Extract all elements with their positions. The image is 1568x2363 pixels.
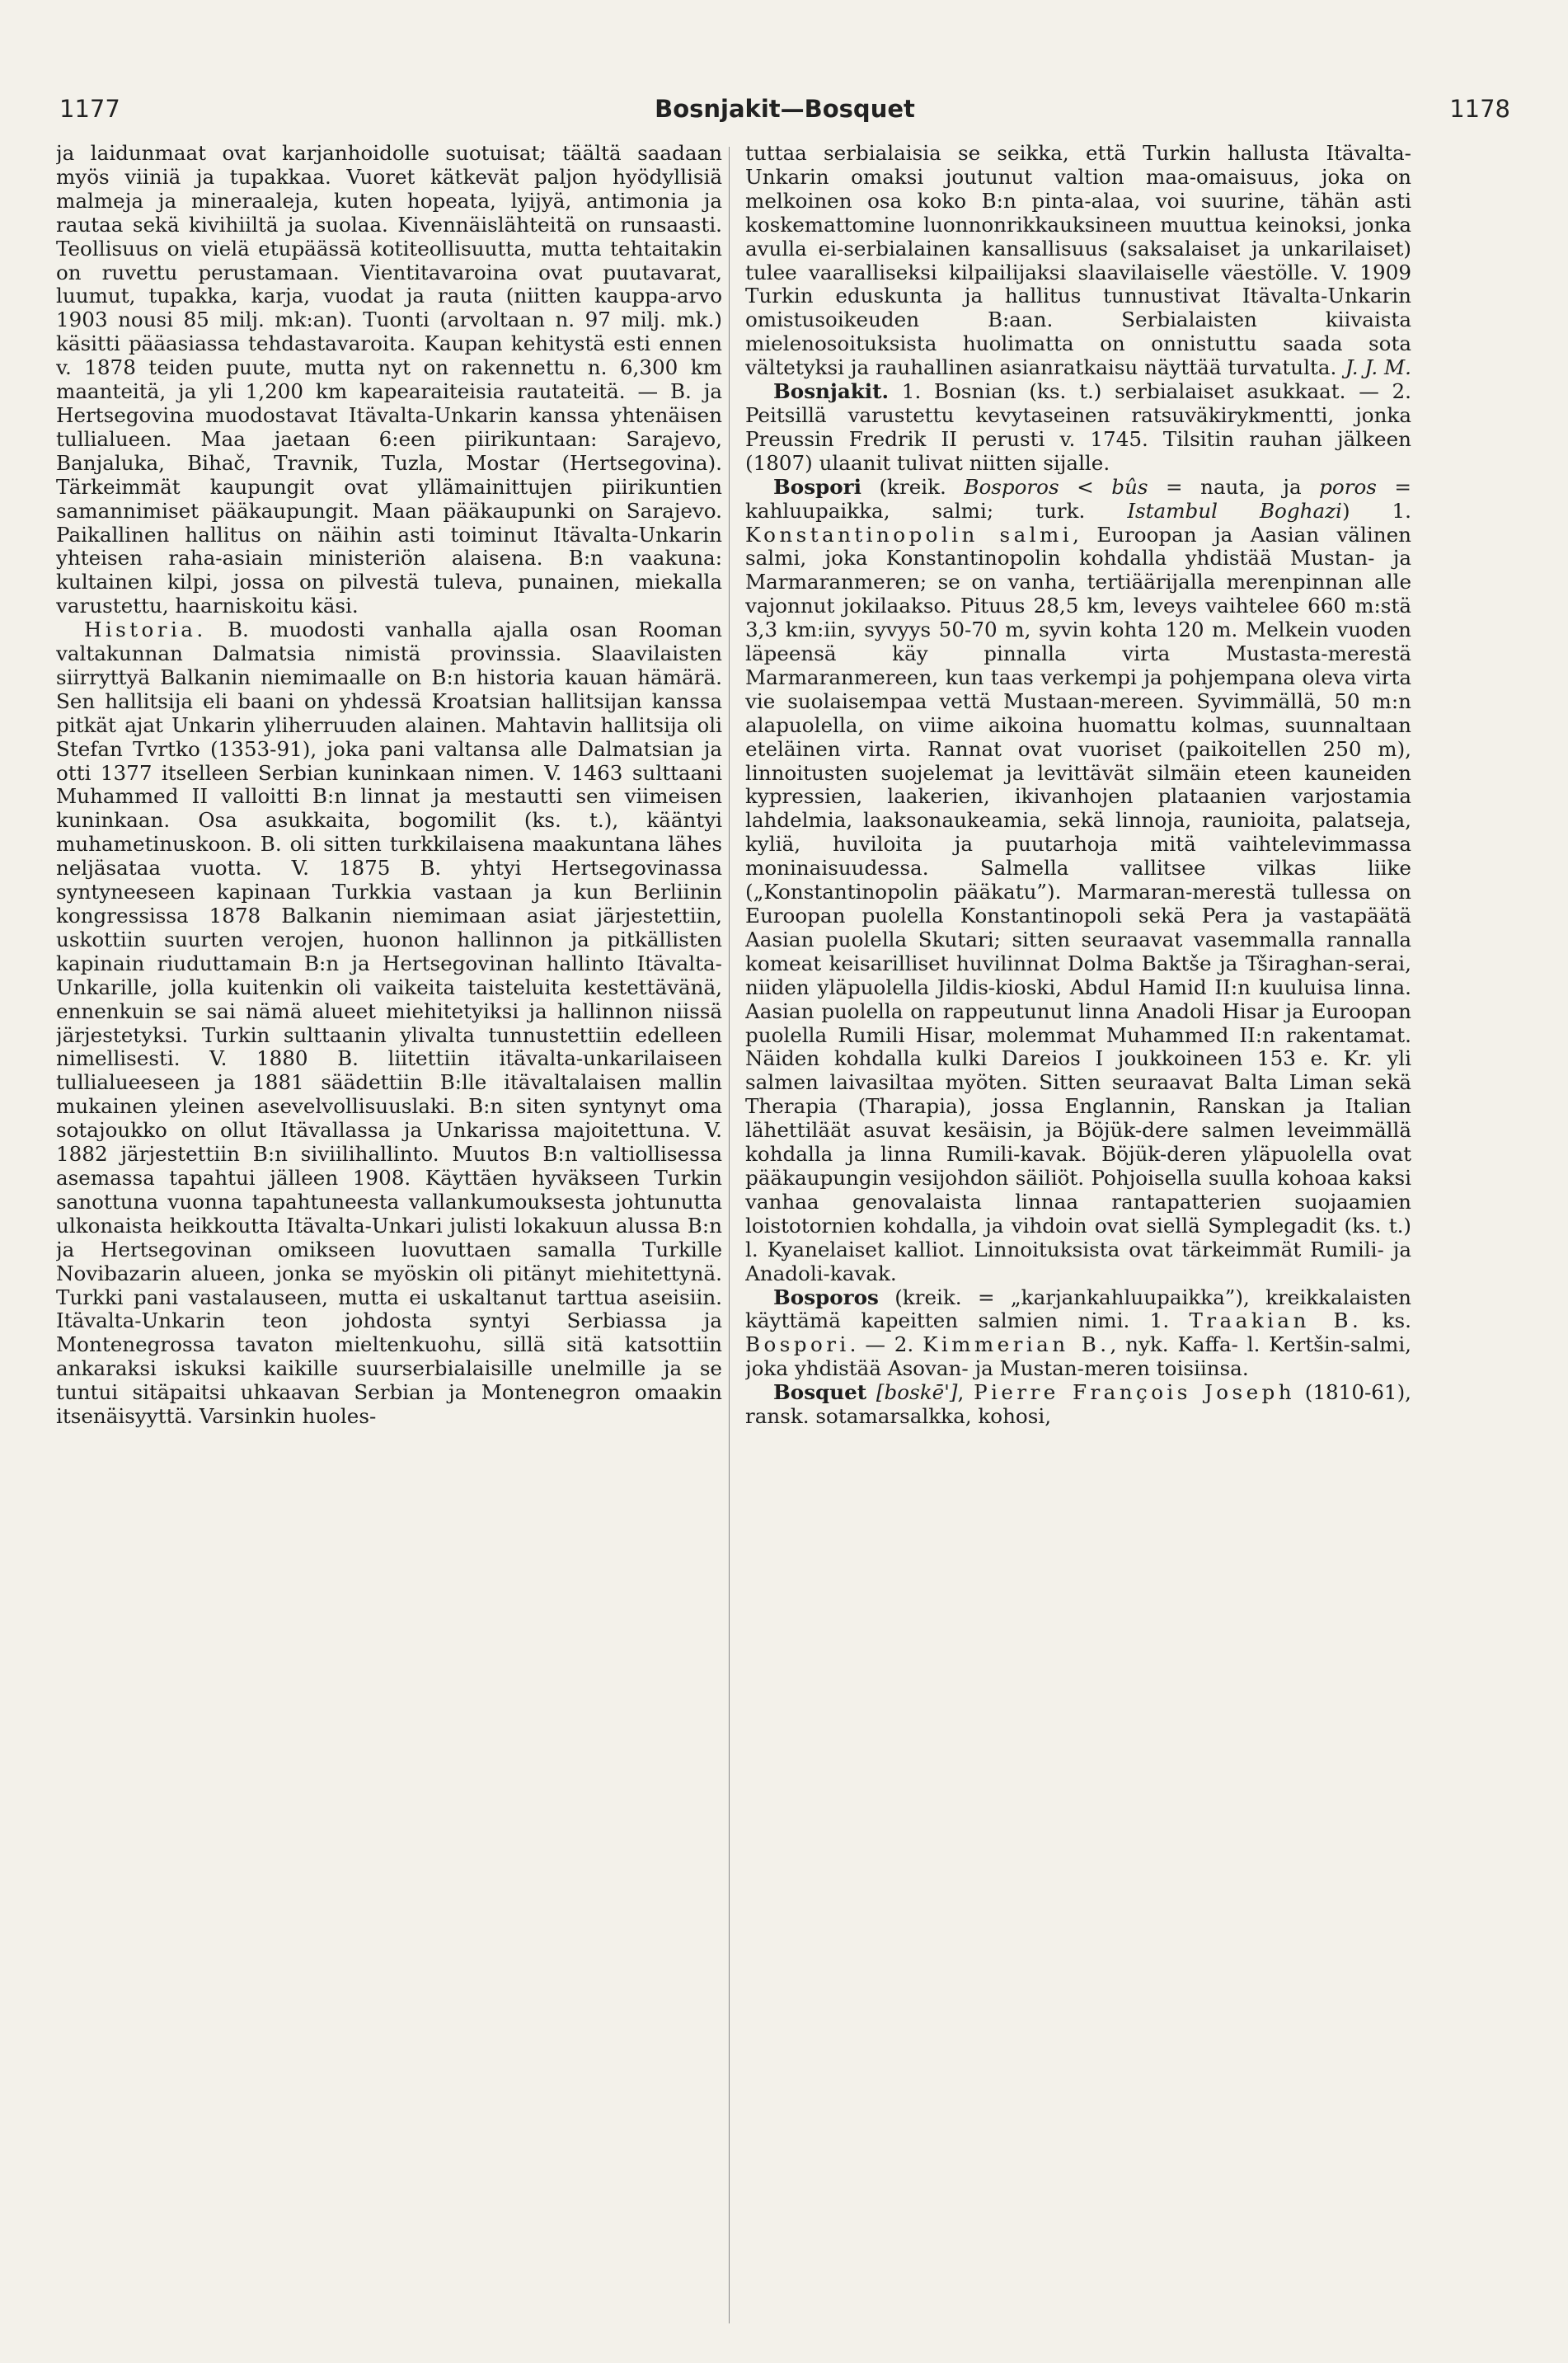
bospori-term-bus: bûs — [1111, 474, 1148, 499]
entry-bosnjakit — [745, 380, 1411, 476]
bospori-term-istambul: Istambul Boghazi — [1127, 498, 1342, 523]
article-bosnia-history — [56, 618, 722, 1429]
page-header — [59, 92, 1510, 125]
author-signature: J. J. M. — [1345, 355, 1411, 380]
bospori-text-g: = kahluupaikka, salmi; turk. — [745, 474, 1411, 523]
right-column — [745, 142, 1411, 2335]
bosporos-text-g: , nyk. Kaffa- l. Kertšin-salmi, joka yhdistää Asovan- ja Mustan-meren toisiinsa. — [745, 1332, 1411, 1381]
bosporos-text-e: . — 2. — [849, 1332, 923, 1357]
bosquet-text-a — [866, 1380, 876, 1404]
bospori-text-a: (kreik. — [861, 474, 965, 499]
page-number-left: 1177 — [59, 95, 120, 123]
headword-bospori: Bospori — [773, 474, 861, 499]
bosquet-text-c: , — [957, 1380, 974, 1405]
bosporos-text-a: (kreik. = „karjankahluupaikka”), kreikkalaisten käyttämä kapeitten salmien nimi. 1. — [745, 1285, 1411, 1333]
section-heading-history: Historia. — [84, 618, 207, 642]
article-bosnia-economy: ja laidunmaat ovat karjanhoidolle suotuisat; täältä saadaan myös viiniä ja tupakkaa. Vuoret kätkevät paljon hyödyllisiä malmeja ja mineraaleja, kuten hopeata, lyijyä, antimonia ja rautaa sekä kivihiiltä ja suolaa. Kivennäislähteitä on runsaasti. Teollisuus on vielä etupäässä kotiteollisuutta, mutta tehtaitakin on ruvettu perustamaan. Vientitavaroina ovat puutavarat, luumut, tupakka, karja, vuodat ja rauta (niitten kauppa-arvo 1903 nousi 85 milj. mk:an). Tuonti (arvoltaan n. 97 milj. mk.) käsitti pääasiassa tehdastavaroita. Kaupan kehitystä esti ennen v. 1878 teiden puute, mutta nyt on rakennettu n. 6,300 km maanteitä, ja yli 1,200 km kapearaiteisia rautateitä. — B. ja Hertsegovina muodostavat Itävalta-Unkarin kanssa yhtenäisen tullialueen. Maa jaetaan 6:een piirikuntaan: Sarajevo, Banjaluka, Bihač, Travnik, Tuzla, Mostar (Hertsegovina). Tärkeimmät kaupungit ovat yllämainittujen piirikuntien samannimiset pääkaupungit. Maan pääkaupunki on Sarajevo. Paikallinen hallitus on näihin asti toiminut Itävalta-Unkarin yhteisen raha-asiain ministeriön alaisena. B:n vaakuna: kultainen kilpi, jossa on pilvestä tuleva, punainen, miekalla varustettu, haarniskoitu käsi. — [56, 142, 722, 618]
history-text: B. muodosti vanhalla ajalla osan Rooman valtakunnan Dalmatsia nimistä provinssia. Slaavilaisten siirryttyä Balkanin niemimaalle on B:n historia kauan hämärä. Sen hallitsija eli baani on yhdessä Kroatsian hallitsijan kanssa pitkät ajat Unkarin yliherruuden alainen. Mahtavin hallitsija oli Stefan Tvrtko (1353-91), joka pani valtansa alle Dalmatsian ja otti 1377 itselleen Serbian kuninkaan nimen. V. 1463 sulttaani Muhammed II valloitti B:n linnat ja mestautti sen viimeisen kuninkaan. Osa asukkaita, bogomilit (ks. t.), kääntyi muhametinuskoon. B. oli sitten turkkilaisena maakuntana lähes neljäsataa vuotta. V. 1875 B. yhtyi Hertsegovinassa syntyneeseen kapinaan Turkkia vastaan ja kun Berliinin kongressissa 1878 Balkanin niemimaan asiat järjestettiin, uskottiin suurten verojen, huonon hallinnon ja pitkällisten kapinain riuduttamain B:n ja Hertsegovinan hallinto Itävalta-Unkarille, jolla kuitenkin oli vaikeita taisteluita kestettävänä, ennenkuin se sai nämä alueet miehitetyiksi ja hallinnon niissä järjestetyksi. Turkin sulttaanin ylivalta tunnustettiin edelleen nimellisesti. V. 1880 B. liitettiin itävalta-unkarilaiseen tullialueeseen ja 1881 säädettiin B:lle itävaltalaisen mallin mukainen yleinen asevelvollisuuslaki. B:n siten syntynyt oma sotajoukko on ollut Itävallassa ja Unkarissa majoitettuna. V. 1882 järjestettiin B:n siviilihallinto. Muutos B:n valtiollisessa asemassa tapahtui jälleen 1908. Käyttäen hyväkseen Turkin sanottuna vuonna tapahtuneesta vallankumouksesta johtunutta ulkonaista heikkoutta Itävalta-Unkari julisti lokakuun alussa B:n ja Hertsegovinan omikseen luovuttaen samalla Turkille Novibazarin alueen, jonka se myöskin oli pitänyt miehitettynä. Turkki pani vastalauseen, mutta ei uskaltanut tarttua aseisiin. Itävalta-Unkarin teon johdosta syntyi Serbiassa ja Montenegrossa tavaton mieltenkuohu, sillä sitä katsottiin ankaraksi iskuksi kaikille suurserbialaisille unelmille ja se tuntui sitäpaitsi uhkaavan Serbian ja Montenegron omaakin itsenäisyyttä. Varsinkin huoles- — [56, 618, 722, 1429]
bosporos-text-c: ks. — [1362, 1308, 1411, 1333]
continued-text: tuttaa serbialaisia se seikka, että Turkin hallusta Itävalta-Unkarin omaksi joutunut valtion maa-omaisuus, joka on melkoinen osa koko B:n pinta-alaa, voi suurine, tähän asti koskemattomine luonnonrikkauksineen muuttua keinoksi, jonka avulla ei-serbialainen kansallisuus (saksalaiset ja unkarilaiset) tulee vaaralliseksi kilpailijaksi slaavilaiselle väestölle. V. 1909 Turkin eduskunta ja hallitus tunnustivat Itävalta-Unkarin omistusoikeuden B:aan. Serbialaisten kiivaista mielenosoituksista huolimatta on onnistuttu saada sota vältetyksi ja rauhallinen asianratkaisu näyttää turvatulta. — [745, 142, 1411, 380]
bospori-text-i: ) 1. — [1341, 498, 1411, 523]
bosquet-full-name: Pierre François Joseph — [974, 1380, 1295, 1405]
article-bosnia-continued — [745, 142, 1411, 380]
page-number-right: 1178 — [1449, 95, 1510, 123]
bospori-text-e: = nauta, ja — [1148, 474, 1320, 499]
entry-bosquet — [745, 1381, 1411, 1429]
headword-bosnjakit: Bosnjakit. — [773, 379, 890, 404]
entry-bospori — [745, 476, 1411, 1286]
bosnjakit-text: 1. Bosnian (ks. t.) serbialaiset asukkaat. — 2. Peitsillä varustettu kevytaseinen ratsuväkirykmentti, jonka Preussin Fredrik II perusti v. 1745. Tilsitin rauhan jälkeen (1807) ulaanit tulivat niitten sijalle. — [745, 379, 1411, 475]
headword-bosporos: Bosporos — [773, 1285, 879, 1309]
bospori-term-poros: poros — [1319, 474, 1377, 499]
bosporos-term-traakian: Traakian B. — [1189, 1308, 1363, 1333]
bospori-term-bosporos: Bosporos — [964, 474, 1059, 499]
bospori-term-konstantinopolin-salmi: Konstantinopolin salmi — [745, 522, 1073, 547]
headword-bosquet: Bosquet — [773, 1380, 867, 1405]
bospori-text-c: < — [1059, 474, 1112, 499]
bospori-text-k: , Euroopan ja Aasian välinen salmi, joka Konstantinopolin kohdalla yhdistää Mustan- ja Marmaranmeren; se on vanha, tertiäärijalla merenpinnan alle vajonnut jokilaakso. Pituus 28,5 km, leveys vaihtelee 660 m:stä 3,3 km:iin, syvyys 50-70 m, syvin kohta 120 m. Melkein vuoden läpeensä käy pinnalla virta Mustasta-merestä Marmaranmereen, kun taas verkempi ja pohjempana oleva virta vie suolaisempaa vettä Mustaan-mereen. Syvimmällä, 50 m:n alapuolella, on viime aikoina huomattu kolmas, suunnaltaan eteläinen virta. Rannat ovat vuoriset (paikoitellen 250 m), linnoitusten suojelemat ja levittävät silmäin eteen kauneiden kypressien, laakerien, ikivanhojen plataanien varjostamia lahdelmia, laaksonaukeamia, sekä linnoja, raunioita, palatseja, kyliä, huviloita ja puutarhoja mitä vaihtelevimmassa moninaisuudessa. Salmella vallitsee vilkas liike („Konstantinopolin pääkatu”). Marmaran-merestä tullessa on Euroopan puolella Konstantinopoli sekä Pera ja vastapäätä Aasian puolella Skutari; sitten seuraavat vasemmalla rannalla komeat keisarilliset huvilinnat Dolma Baktše ja Tširaghan-serai, niiden yläpuolella Jildis-kioski, Abdul Hamid II:n kuuluisa linna. Aasian puolella on rappeutunut linna Anadoli Hisar ja Euroopan puolella Rumili Hisar, molemmat Muhammed II:n rakentamat. Näiden kohdalla kulki Dareios I joukkoineen 153 e. Kr. yli salmen laivasiltaa myöten. Sitten seuraavat Balta Liman sekä Therapia (Tharapia), jossa Englannin, Ranskan ja Italian lähettiläät asuvat kesäisin, ja Böjük-dere salmen leveimmällä kohdalla ja linna Rumili-kavak. Böjük-deren yläpuolella ovat pääkaupungin vesijohdon säiliöt. Pohjoisella suulla kohoaa kaksi vanhaa genovalaista linnaa rantapatterien suojaamien loistotornien kohdalla, ja vihdoin ovat siellä Symplegadit (ks. t.) l. Kyanelaiset kalliot. Linnoituksista ovat tärkeimmät Rumili- ja Anadoli-kavak. — [745, 522, 1411, 1285]
entry-bosporos — [745, 1286, 1411, 1382]
bosquet-pronunciation: [boskē'] — [876, 1380, 958, 1405]
left-column — [56, 142, 722, 2335]
bosporos-term-bospori: Bospori — [745, 1332, 850, 1357]
bosquet-text-e: (1810-61), ransk. sotamarsalkka, kohosi, — [745, 1380, 1411, 1429]
bosporos-term-kimmerian: Kimmerian B. — [922, 1332, 1110, 1357]
page-title: Bosnjakit—Bosquet — [655, 95, 915, 123]
column-divider — [729, 147, 730, 2323]
